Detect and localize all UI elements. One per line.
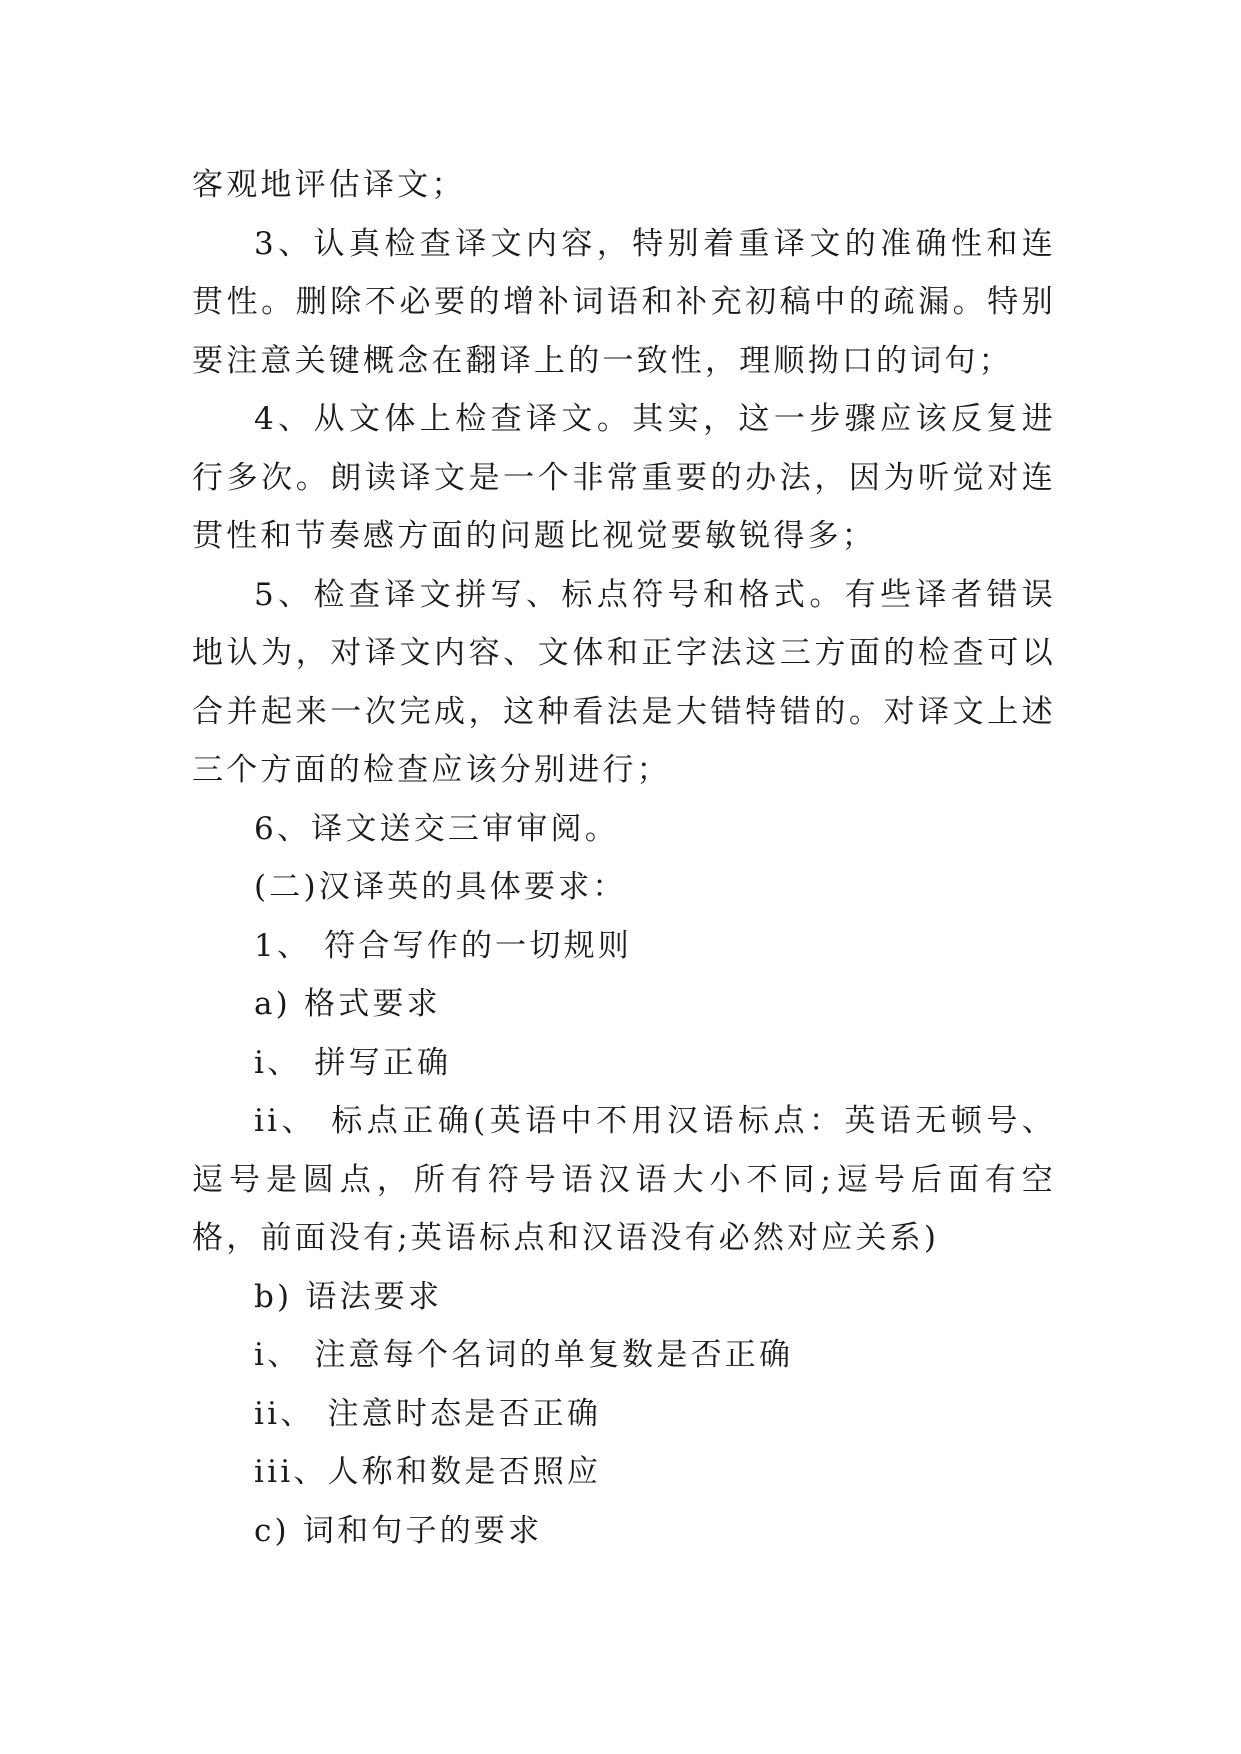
list-item-punctuation: ii、 标点正确(英语中不用汉语标点：英语无顿号、逗号是圆点，所有符号语汉语大小不同;逗号后面有空格，前面没有;英语标点和汉语没有必然对应关系) bbox=[192, 1103, 1056, 1256]
paragraph-step-3: 3、认真检查译文内容，特别着重译文的准确性和连贯性。删除不必要的增补词语和补充初稿中的疏漏。特别要注意关键概念在翻译上的一致性，理顺拗口的词句； bbox=[192, 225, 1056, 379]
list-item-spelling: i、 拼写正确 bbox=[254, 1044, 452, 1081]
paragraph-step-4: 4、从文体上检查译文。其实，这一步骤应该反复进行多次。朗读译文是一个非常重要的办法，因为听觉对连贯性和节奏感方面的问题比视觉要敏锐得多； bbox=[192, 401, 1056, 554]
list-item-noun-number: i、 注意每个名词的单复数是否正确 bbox=[254, 1337, 794, 1373]
list-item-format-requirements: a) 格式要求 bbox=[254, 986, 441, 1022]
paragraph-step-6: 6、译文送交三审审阅。 bbox=[254, 810, 619, 847]
list-item-word-sentence-requirements: c) 词和句子的要求 bbox=[254, 1512, 543, 1549]
list-item-person-agreement: iii、人称和数是否照应 bbox=[254, 1454, 602, 1490]
list-item-tense: ii、 注意时态是否正确 bbox=[254, 1395, 602, 1432]
paragraph-continuation: 客观地评估译文； bbox=[192, 167, 466, 203]
list-item-writing-rules: 1、 符合写作的一切规则 bbox=[254, 927, 632, 964]
document-body bbox=[192, 156, 1056, 1560]
paragraph-step-5: 5、检查译文拼写、标点符号和格式。有些译者错误地认为，对译文内容、文体和正字法这三方面的检查可以合并起来一次完成，这种看法是大错特错的。对译文上述三个方面的检查应该分别进行； bbox=[192, 576, 1056, 788]
section-heading-chinese-to-english: (二)汉译英的具体要求： bbox=[254, 869, 627, 905]
list-item-grammar-requirements: b) 语法要求 bbox=[254, 1278, 443, 1315]
